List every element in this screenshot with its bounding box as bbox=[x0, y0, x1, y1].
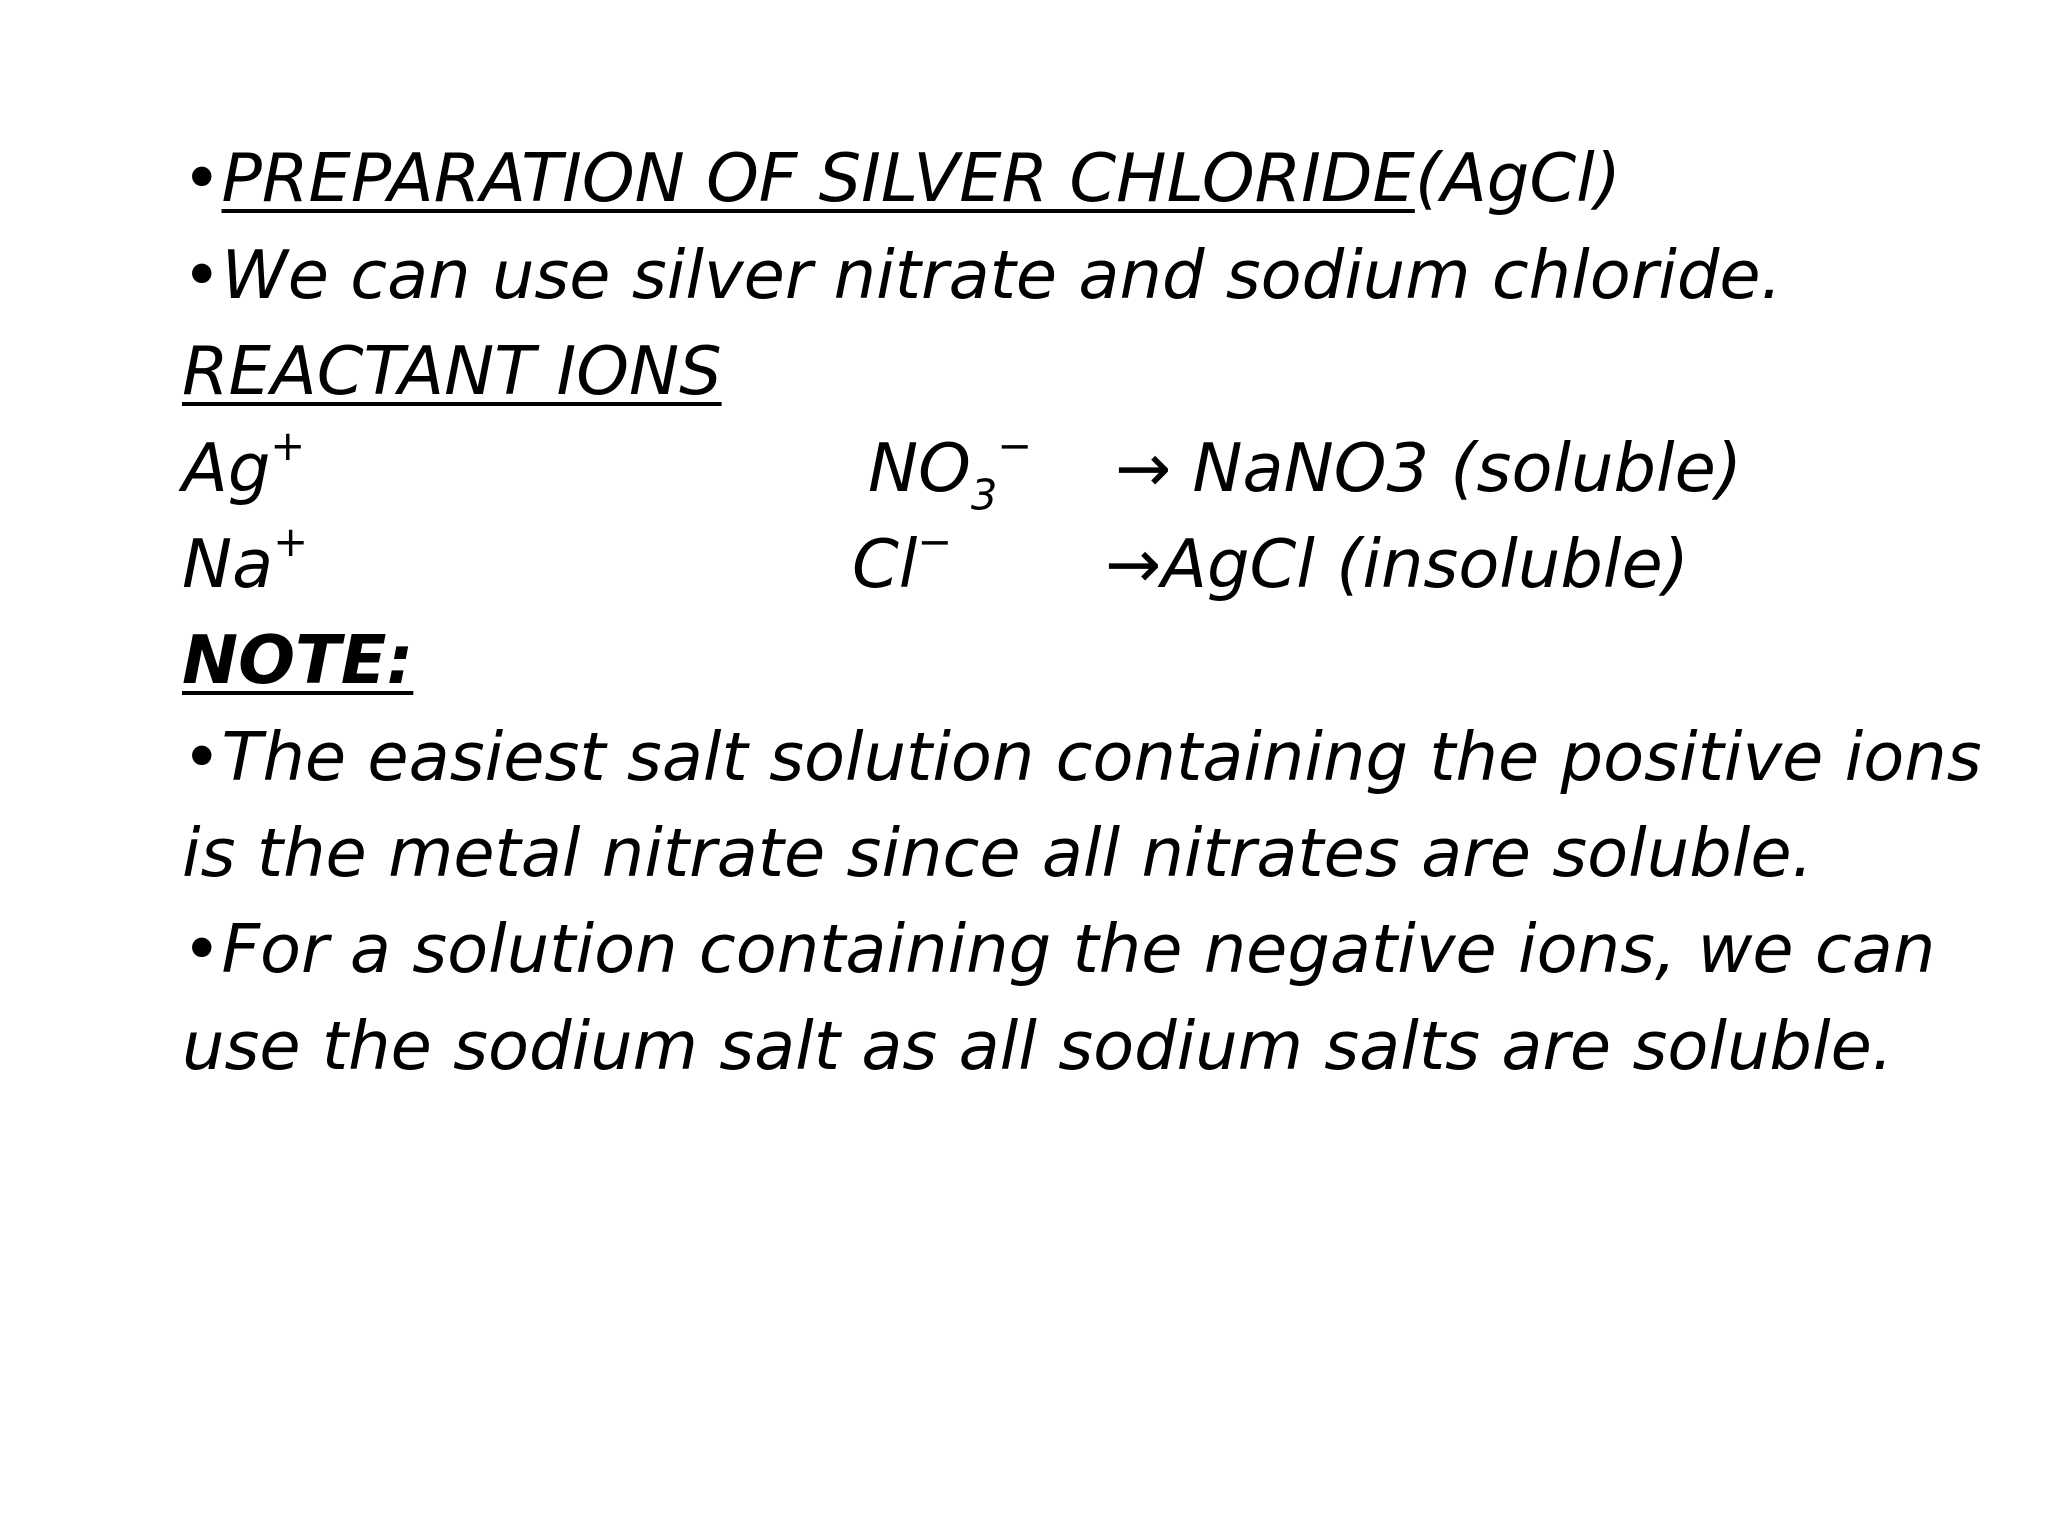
slide-title-formula: (AgCl) bbox=[1414, 139, 1621, 217]
note-line: is the metal nitrate since all nitrates are soluble. bbox=[182, 814, 1813, 892]
reaction-row bbox=[0, 516, 2048, 612]
note-heading: NOTE: bbox=[182, 621, 414, 699]
reaction-row bbox=[0, 420, 2048, 520]
anion: $NO_3^-$ bbox=[868, 420, 1033, 520]
intro-bullet: •We can use silver nitrate and sodium chloride. bbox=[182, 236, 1782, 314]
note-line: use the sodium salt as all sodium salts are soluble. bbox=[182, 1007, 1894, 1085]
reaction-product: → NaNO3 (soluble) bbox=[1115, 429, 1743, 507]
note-line: •For a solution containing the negative ions, we can bbox=[182, 910, 1936, 988]
reaction-product: →AgCl (insoluble) bbox=[1105, 525, 1689, 603]
note-line: •The easiest salt solution containing the positive ions bbox=[182, 718, 1982, 796]
title-bullet: • bbox=[182, 139, 222, 217]
anion: Cl− bbox=[852, 516, 953, 603]
cation: Na+ bbox=[182, 516, 308, 603]
slide-title: PREPARATION OF SILVER CHLORIDE bbox=[221, 139, 1415, 217]
reactant-ions-heading: REACTANT IONS bbox=[182, 332, 722, 410]
cation: Ag+ bbox=[182, 420, 306, 507]
slide-title-line bbox=[182, 130, 1621, 226]
